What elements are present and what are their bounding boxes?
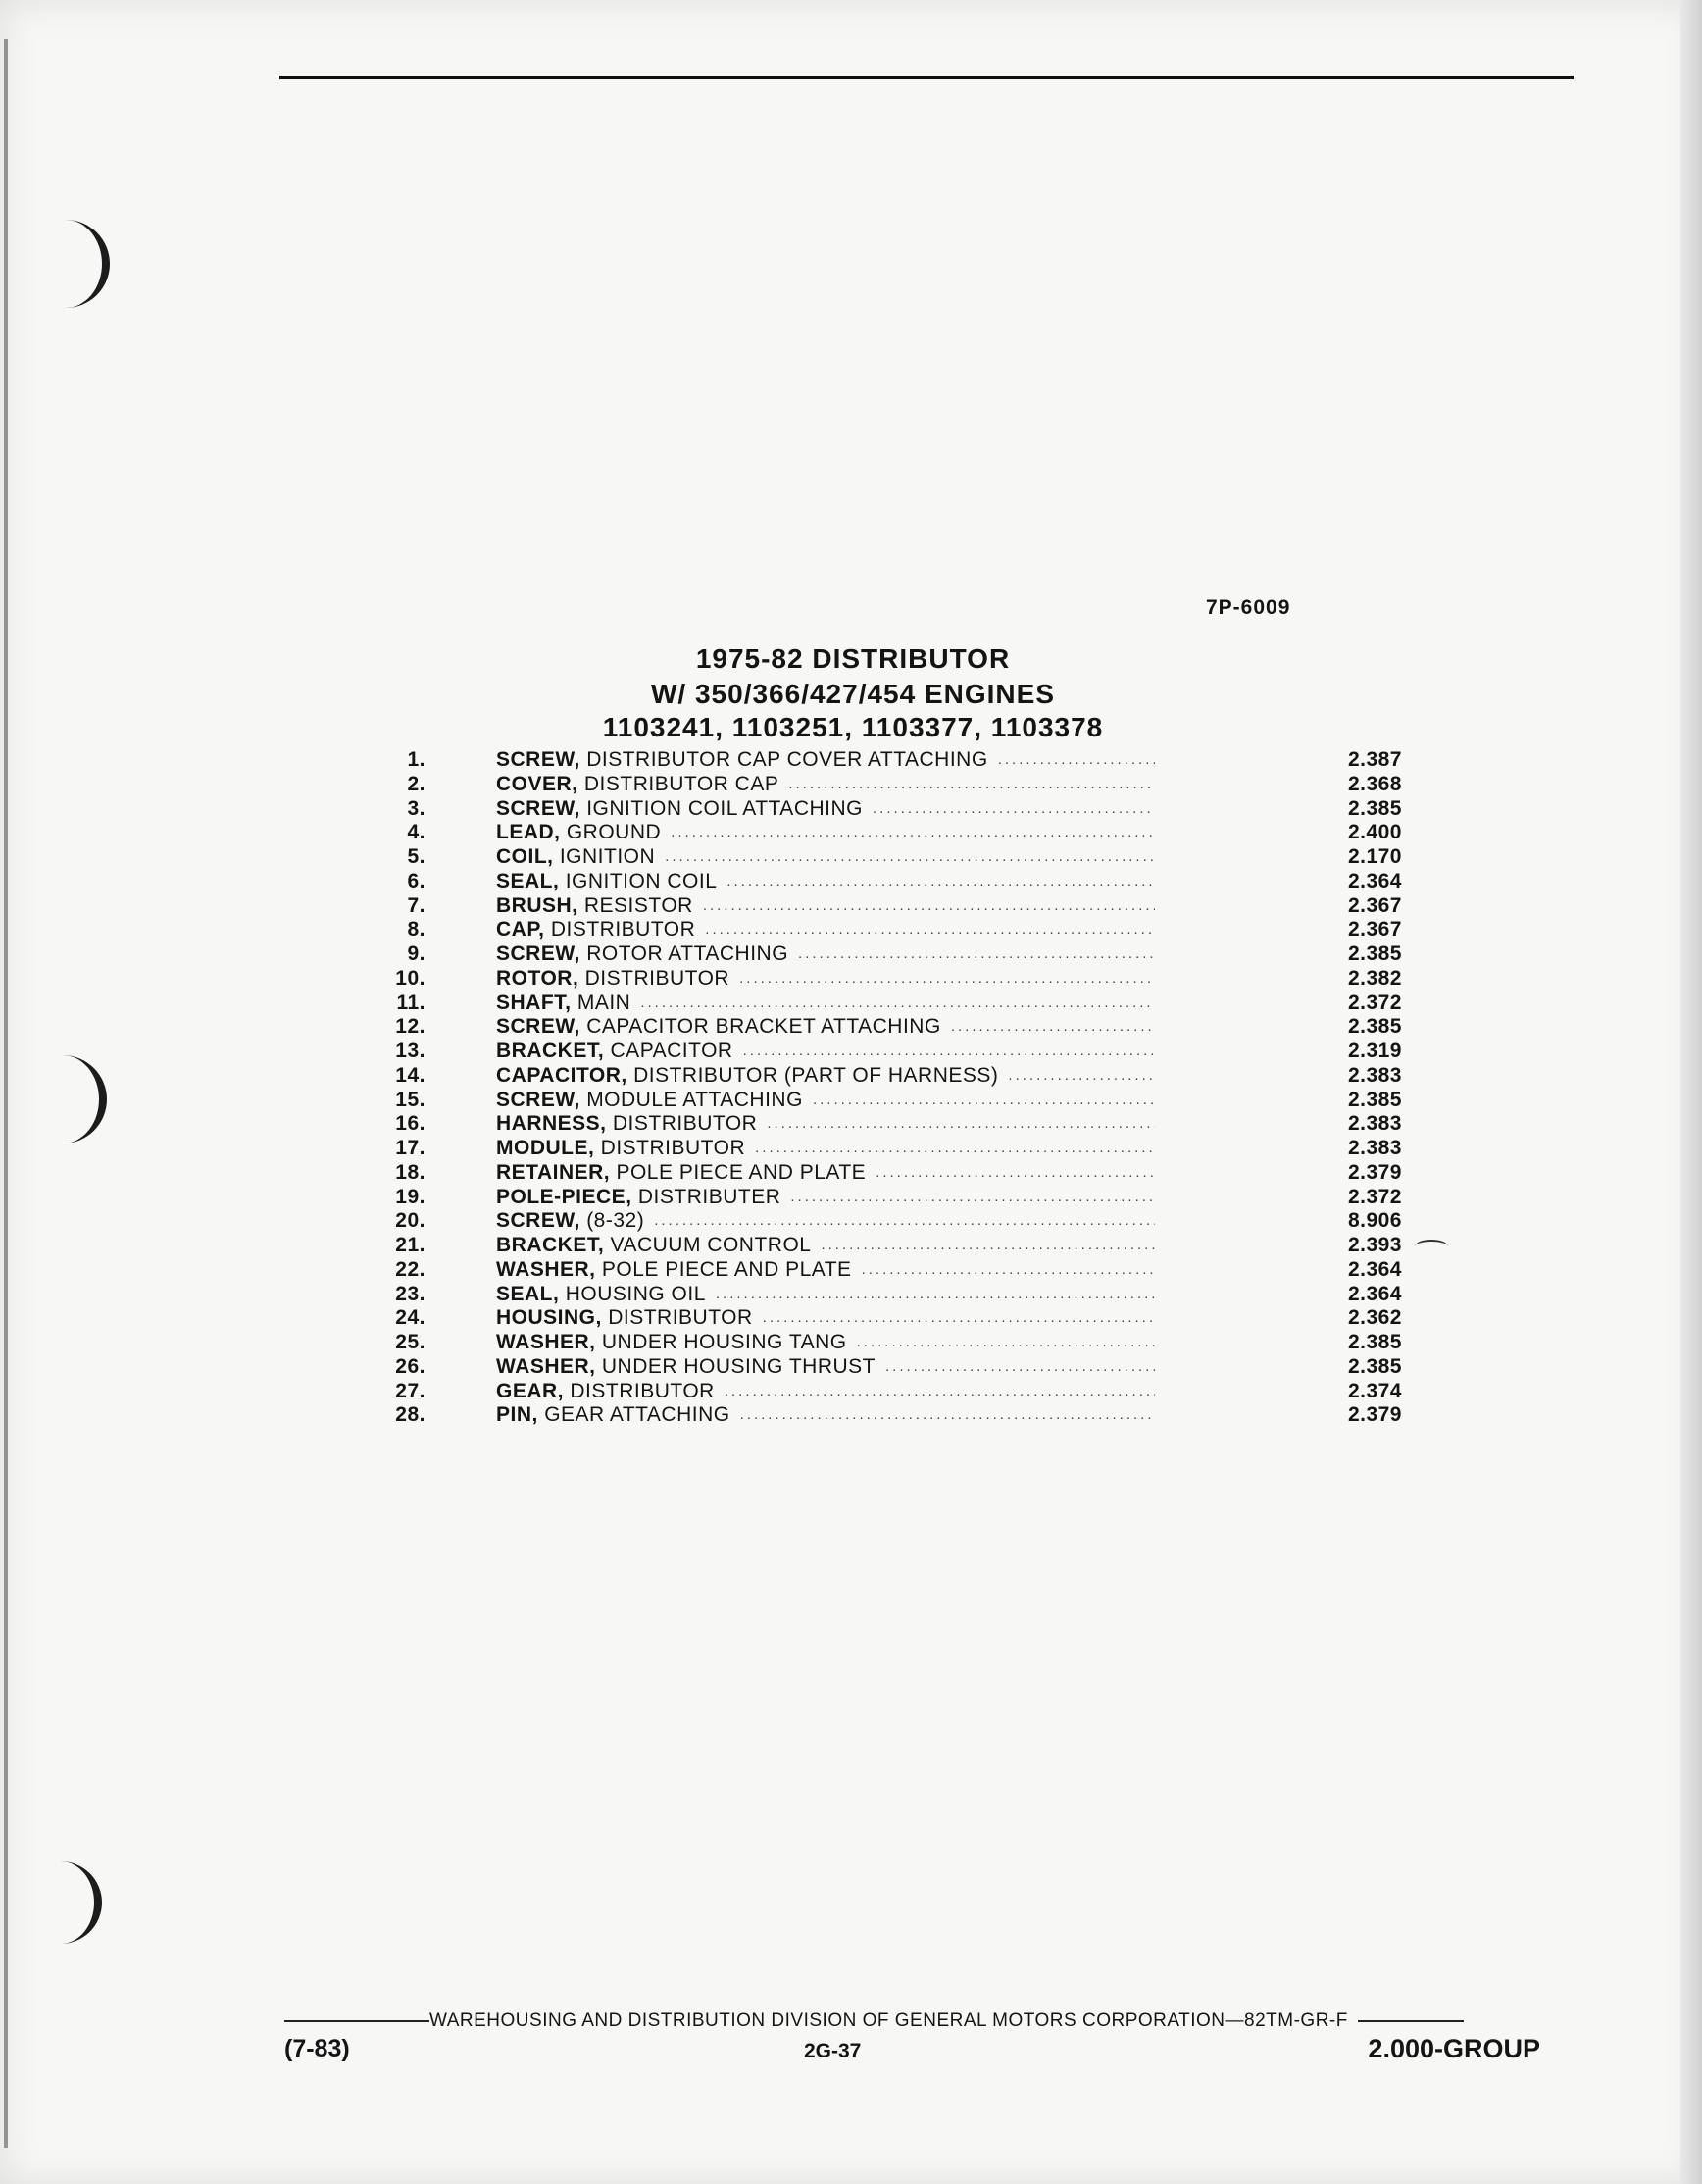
item-group-number: 2.362 <box>1347 1306 1402 1330</box>
item-group-number: 2.374 <box>1347 1379 1402 1402</box>
list-item <box>373 894 1422 919</box>
item-detail: UNDER HOUSING TANG <box>601 1331 847 1353</box>
item-group-number: 2.379 <box>1347 1160 1402 1184</box>
item-detail: DISTRIBUTOR <box>608 1306 753 1330</box>
item-number: 4. <box>407 821 426 844</box>
dot-leader <box>654 1209 1155 1233</box>
item-group-number: 2.379 <box>1347 1403 1402 1427</box>
item-number: 16. <box>395 1112 426 1136</box>
item-name: SCREW, <box>496 748 580 771</box>
item-group-number: 2.383 <box>1347 1112 1402 1136</box>
item-detail: IGNITION COIL <box>565 869 718 892</box>
item-detail: CAPACITOR <box>610 1040 733 1062</box>
dot-leader <box>725 1380 1155 1403</box>
item-number: 17. <box>395 1137 426 1159</box>
footer-publisher-line <box>284 2010 1539 2032</box>
dot-leader <box>743 1040 1155 1063</box>
item-detail: CAPACITOR BRACKET ATTACHING <box>586 1015 941 1039</box>
list-item <box>373 1089 1422 1113</box>
illustration-code: 7P-6009 <box>1206 596 1291 619</box>
list-item <box>373 773 1422 797</box>
item-number: 18. <box>395 1160 426 1184</box>
item-description <box>496 1403 1155 1427</box>
item-number: 22. <box>395 1257 426 1281</box>
list-item <box>373 1283 1422 1307</box>
item-number: 21. <box>395 1234 426 1256</box>
list-item <box>373 797 1422 822</box>
item-detail: GROUND <box>566 821 662 844</box>
item-group-number: 2.385 <box>1347 796 1402 820</box>
item-description <box>496 1355 1155 1379</box>
dot-leader <box>813 1089 1155 1112</box>
dot-leader <box>763 1306 1155 1330</box>
item-number: 28. <box>395 1403 426 1427</box>
list-item <box>373 1015 1422 1040</box>
item-description <box>496 773 1155 796</box>
item-name: SEAL, <box>496 1282 560 1305</box>
item-description <box>496 821 1155 844</box>
item-number: 19. <box>395 1185 426 1208</box>
list-item <box>373 942 1422 967</box>
item-description <box>496 942 1155 966</box>
item-description <box>496 1015 1155 1039</box>
item-number: 2. <box>407 772 426 795</box>
item-group-number: 2.387 <box>1347 748 1402 771</box>
list-item <box>373 1040 1422 1064</box>
item-number: 5. <box>407 845 426 868</box>
dot-leader <box>876 1161 1155 1185</box>
dot-leader <box>821 1234 1155 1257</box>
list-item <box>373 918 1422 942</box>
item-number: 15. <box>395 1088 426 1111</box>
list-item <box>373 1064 1422 1089</box>
item-detail: GEAR ATTACHING <box>544 1403 730 1427</box>
list-item <box>373 991 1422 1016</box>
item-description <box>496 1306 1155 1330</box>
item-name: HOUSING, <box>496 1306 602 1330</box>
dot-leader <box>705 918 1155 941</box>
item-group-number: 2.367 <box>1347 893 1402 917</box>
item-detail: (8-32) <box>586 1209 645 1233</box>
item-description <box>496 918 1155 941</box>
item-detail: POLE PIECE AND PLATE <box>601 1257 852 1281</box>
item-number: 26. <box>395 1354 426 1378</box>
item-group-number: 2.319 <box>1347 1040 1402 1062</box>
dot-leader <box>857 1331 1155 1354</box>
item-name: WASHER, <box>496 1331 596 1353</box>
item-group-number: 8.906 <box>1347 1209 1402 1233</box>
item-detail: DISTRIBUTOR (PART OF HARNESS) <box>633 1063 999 1087</box>
item-description <box>496 1258 1155 1282</box>
item-name: PIN, <box>496 1403 538 1427</box>
item-name: BRUSH, <box>496 893 578 917</box>
item-group-number: 2.364 <box>1347 1257 1402 1281</box>
item-name: LEAD, <box>496 821 561 844</box>
item-number: 25. <box>395 1331 426 1353</box>
item-name: WASHER, <box>496 1354 596 1378</box>
item-number: 24. <box>395 1306 426 1330</box>
item-name: GEAR, <box>496 1379 565 1402</box>
footer-group: 2.000-GROUP <box>1368 2034 1540 2063</box>
item-description <box>496 1209 1155 1233</box>
item-name: HARNESS, <box>496 1112 607 1136</box>
list-item <box>373 1137 1422 1161</box>
list-item <box>373 1306 1422 1331</box>
list-item <box>373 821 1422 845</box>
item-number: 11. <box>396 990 426 1014</box>
footer-rule-right <box>1358 2020 1464 2022</box>
item-description <box>496 894 1155 918</box>
item-detail: DISTRIBUTOR <box>584 966 730 990</box>
item-detail: DISTRIBUTOR <box>570 1379 715 1402</box>
item-name: ROTOR, <box>496 966 579 990</box>
item-detail: VACUUM CONTROL <box>610 1234 812 1256</box>
item-detail: DISTRIBUTOR CAP COVER ATTACHING <box>586 748 988 771</box>
item-detail: UNDER HOUSING THRUST <box>601 1354 876 1378</box>
item-name: CAP, <box>496 918 545 941</box>
item-description <box>496 1112 1155 1136</box>
item-group-number: 2.385 <box>1347 1331 1402 1353</box>
footer-publisher: WAREHOUSING AND DISTRIBUTION DIVISION OF GENERAL MOTORS CORPORATION—82TM-GR-F <box>429 2010 1348 2031</box>
item-detail: DISTRIBUTER <box>637 1185 781 1208</box>
item-description <box>496 1064 1155 1088</box>
dot-leader <box>739 967 1155 990</box>
item-description <box>496 797 1155 821</box>
list-item <box>373 1186 1422 1210</box>
dot-leader <box>790 1186 1155 1209</box>
item-detail: MODULE ATTACHING <box>586 1088 803 1111</box>
item-name: SCREW, <box>496 1088 580 1111</box>
item-name: COVER, <box>496 772 578 795</box>
page-edge-shadow <box>4 39 8 2148</box>
item-number: 23. <box>395 1282 426 1305</box>
item-group-number: 2.400 <box>1347 821 1402 844</box>
item-detail: MAIN <box>576 990 631 1014</box>
item-group-number: 2.364 <box>1347 869 1402 892</box>
item-detail: DISTRIBUTOR CAP <box>583 772 779 795</box>
item-detail: DISTRIBUTOR <box>600 1137 746 1159</box>
item-detail: RESISTOR <box>583 893 693 917</box>
title-line-3: 1103241, 1103251, 1103377, 1103378 <box>602 712 1104 742</box>
item-name: SHAFT, <box>496 990 572 1014</box>
item-number: 27. <box>395 1379 426 1402</box>
item-description <box>496 1234 1155 1257</box>
item-name: RETAINER, <box>496 1160 611 1184</box>
item-description <box>496 748 1155 772</box>
item-detail: IGNITION COIL ATTACHING <box>586 796 863 820</box>
item-number: 10. <box>395 966 426 990</box>
dot-leader <box>951 1015 1155 1039</box>
item-group-number: 2.385 <box>1347 1088 1402 1111</box>
list-item <box>373 870 1422 894</box>
binder-hole-middle <box>54 1055 107 1143</box>
footer-rule-left <box>284 2020 429 2022</box>
parts-list <box>373 748 1422 1428</box>
item-name: MODULE, <box>496 1137 595 1159</box>
item-number: 6. <box>407 869 426 892</box>
item-name: WASHER, <box>496 1257 596 1281</box>
item-number: 13. <box>395 1040 426 1062</box>
item-detail: DISTRIBUTOR <box>612 1112 758 1136</box>
list-item <box>373 1209 1422 1234</box>
dot-leader <box>640 991 1155 1015</box>
list-item <box>373 1258 1422 1283</box>
item-description <box>496 967 1155 990</box>
top-rule <box>279 76 1574 79</box>
item-name: SCREW, <box>496 1209 580 1233</box>
item-description <box>496 1089 1155 1112</box>
list-item <box>373 1331 1422 1355</box>
dot-leader <box>740 1403 1155 1427</box>
item-group-number: 2.385 <box>1347 942 1402 965</box>
dot-leader <box>755 1137 1155 1160</box>
item-group-number: 2.383 <box>1347 1063 1402 1087</box>
item-name: COIL, <box>496 845 554 868</box>
item-number: 12. <box>395 1015 426 1039</box>
item-number: 1. <box>407 748 426 771</box>
item-description <box>496 870 1155 893</box>
list-item <box>373 967 1422 991</box>
dot-leader <box>726 870 1155 893</box>
item-group-number: 2.364 <box>1347 1282 1402 1305</box>
item-group-number: 2.385 <box>1347 1354 1402 1378</box>
item-description <box>496 845 1155 869</box>
dot-leader <box>998 748 1155 772</box>
item-group-number: 2.368 <box>1347 772 1402 795</box>
list-item <box>373 845 1422 870</box>
item-description <box>496 1186 1155 1209</box>
item-name: BRACKET, <box>496 1234 605 1256</box>
item-name: CAPACITOR, <box>496 1063 627 1087</box>
list-item <box>373 748 1422 773</box>
item-group-number: 2.372 <box>1347 1185 1402 1208</box>
item-detail: IGNITION <box>559 845 656 868</box>
item-detail: HOUSING OIL <box>565 1282 706 1305</box>
dot-leader <box>716 1283 1155 1306</box>
item-detail: ROTOR ATTACHING <box>586 942 789 965</box>
list-item <box>373 1234 1422 1258</box>
item-description <box>496 1380 1155 1403</box>
item-description <box>496 991 1155 1015</box>
title-line-2: W/ 350/366/427/454 ENGINES <box>651 679 1055 709</box>
dot-leader <box>1008 1064 1155 1088</box>
item-number: 14. <box>395 1063 426 1087</box>
footer-page-number: 2G-37 <box>804 2040 862 2062</box>
item-name: BRACKET, <box>496 1040 605 1062</box>
item-number: 3. <box>407 796 426 820</box>
item-detail: DISTRIBUTOR <box>550 918 696 941</box>
item-number: 9. <box>407 942 426 965</box>
title-line-1: 1975-82 DISTRIBUTOR <box>695 643 1011 674</box>
item-group-number: 2.385 <box>1347 1015 1402 1039</box>
item-number: 20. <box>395 1209 426 1233</box>
item-number: 8. <box>407 918 426 941</box>
dot-leader <box>671 821 1155 844</box>
dot-leader <box>885 1355 1155 1379</box>
item-name: SEAL, <box>496 869 560 892</box>
dot-leader <box>665 845 1155 869</box>
item-group-number: 2.372 <box>1347 990 1402 1014</box>
list-item <box>373 1403 1422 1428</box>
item-detail: POLE PIECE AND PLATE <box>616 1160 867 1184</box>
item-group-number: 2.383 <box>1347 1137 1402 1159</box>
dot-leader <box>788 773 1155 796</box>
item-name: SCREW, <box>496 1015 580 1039</box>
list-item <box>373 1161 1422 1186</box>
item-description <box>496 1137 1155 1160</box>
dot-leader <box>798 942 1155 966</box>
item-group-number: 2.170 <box>1347 845 1402 868</box>
dot-leader <box>862 1258 1155 1282</box>
item-name: POLE-PIECE, <box>496 1185 632 1208</box>
item-name: SCREW, <box>496 942 580 965</box>
pencil-mark <box>1415 1240 1448 1253</box>
item-group-number: 2.393 <box>1347 1234 1402 1256</box>
item-description <box>496 1161 1155 1185</box>
binder-hole-bottom <box>49 1861 102 1944</box>
list-item <box>373 1380 1422 1404</box>
item-number: 7. <box>407 893 426 917</box>
item-description <box>496 1040 1155 1063</box>
dot-leader <box>703 894 1155 918</box>
list-item <box>373 1112 1422 1137</box>
item-group-number: 2.367 <box>1347 918 1402 941</box>
dot-leader <box>873 797 1155 821</box>
dot-leader <box>767 1112 1155 1136</box>
binder-hole-top <box>57 220 110 308</box>
item-name: SCREW, <box>496 796 580 820</box>
item-description <box>496 1331 1155 1354</box>
item-group-number: 2.382 <box>1347 966 1402 990</box>
item-description <box>496 1283 1155 1306</box>
page-edge-right <box>1680 0 1702 2184</box>
list-item <box>373 1355 1422 1380</box>
footer-date: (7-83) <box>284 2035 350 2062</box>
